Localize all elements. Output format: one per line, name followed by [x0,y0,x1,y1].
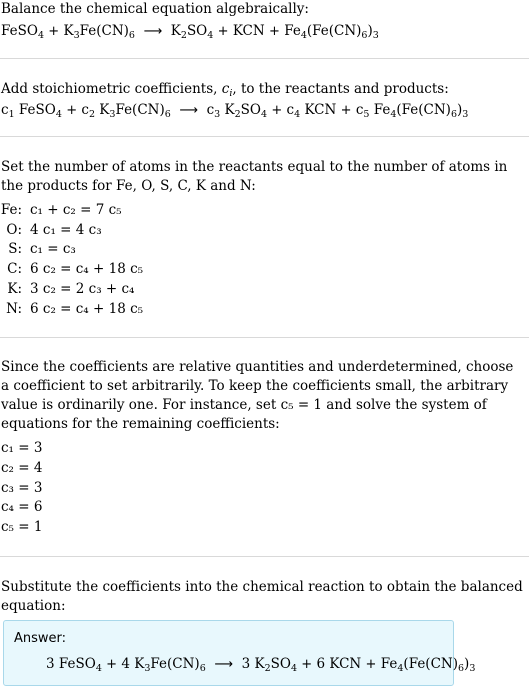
balanced-equation: 3 FeSO$_4$ + 4 $K_3Fe(CN)_6$ ⟶ 3 $K_2SO_4 + 6$ KCN + $Fe_4(Fe(CN)_6)_3$ [46,656,476,674]
intro-equation: FeSO$_4$ + $K_3Fe(CN)_6$ ⟶ $K_2SO_4$ + KCN + $Fe_4(Fe(CN)_6)_3$ [1,23,379,41]
divider [0,136,529,137]
atom-row-c: C: 6 c₂ = c₄ + 18 c₅ [7,261,144,277]
atoms-text: Set the number of atoms in the reactants equal to the number of atoms in the products for Fe, O, S, C, K and N: [1,159,508,194]
atom-row-o: O: 4 c₁ = 4 c₃ [6,222,102,238]
solve-text: Since the coefficients are relative quantities and underdetermined, choose a coefficient to set arbitrarily. To keep the coefficients small, the arbitrary value is ordinarily one. For instance, set c₅ = 1 and solve the system of equations for the remaining coefficients: [1,359,514,432]
coef-value: c₅ = 1 [1,519,43,535]
intro-heading: Balance the chemical equation algebraically: [1,1,309,17]
atom-row-s: S: c₁ = c₃ [8,241,76,257]
divider [0,58,529,59]
coef-value: c₂ = 4 [1,460,43,476]
divider [0,337,529,338]
answer-label: Answer: [14,631,67,646]
atom-row-n: N: 6 c₂ = c₄ + 18 c₅ [6,301,144,317]
answer-box [3,620,476,686]
stoich-text: Add stoichiometric coefficients, $c_i$, to the reactants and products: [1,81,449,99]
divider [0,556,529,557]
coef-value: c₄ = 6 [1,499,43,515]
final-text: Substitute the coefficients into the chemical reaction to obtain the balanced equation: [1,579,523,614]
atom-row-fe: Fe: c₁ + c₂ = 7 c₅ [0,202,122,218]
stoich-equation: $c_1$ FeSO$_4$ + $c_2$ $K_3Fe(CN)_6$ ⟶ $c_3$ $K_2SO_4 + c_4$ KCN + $c_5$ $Fe_4(Fe(CN)_6)_3$ [1,102,469,120]
atom-row-k: K: 3 c₂ = 2 c₃ + c₄ [7,281,135,297]
coef-value: c₁ = 3 [1,440,43,456]
coef-value: c₃ = 3 [1,480,43,496]
